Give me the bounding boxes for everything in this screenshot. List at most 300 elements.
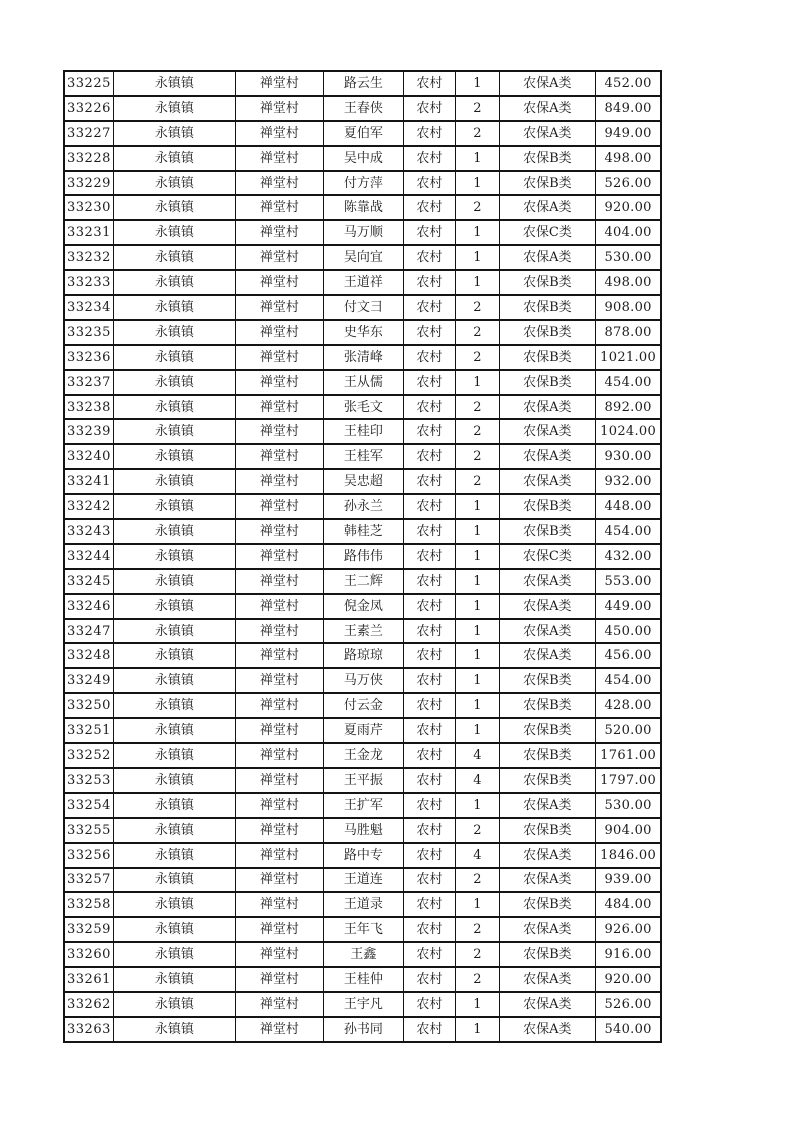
cell-person-name: 张毛文 — [323, 395, 403, 420]
cell-village: 禅堂村 — [235, 121, 323, 146]
cell-town: 永镇镇 — [113, 967, 235, 992]
cell-person-count: 2 — [455, 395, 499, 420]
cell-person-name: 韩桂芝 — [323, 519, 403, 544]
cell-person-name: 马万顺 — [323, 220, 403, 245]
cell-village: 禅堂村 — [235, 220, 323, 245]
cell-town: 永镇镇 — [113, 594, 235, 619]
cell-insurance-category: 农保B类 — [499, 519, 595, 544]
cell-residence-type: 农村 — [403, 395, 455, 420]
cell-person-name: 王素兰 — [323, 619, 403, 644]
cell-person-name: 付云金 — [323, 693, 403, 718]
cell-amount: 428.00 — [595, 693, 661, 718]
cell-record-id: 33228 — [64, 146, 113, 171]
cell-insurance-category: 农保A类 — [499, 469, 595, 494]
cell-record-id: 33252 — [64, 743, 113, 768]
cell-person-name: 付方萍 — [323, 171, 403, 196]
cell-record-id: 33235 — [64, 320, 113, 345]
cell-amount: 520.00 — [595, 718, 661, 743]
cell-residence-type: 农村 — [403, 643, 455, 668]
table-row — [64, 818, 661, 843]
cell-person-name: 王鑫 — [323, 942, 403, 967]
cell-amount: 926.00 — [595, 917, 661, 942]
cell-village: 禅堂村 — [235, 295, 323, 320]
cell-village: 禅堂村 — [235, 419, 323, 444]
cell-village: 禅堂村 — [235, 793, 323, 818]
cell-person-name: 吴中成 — [323, 146, 403, 171]
cell-amount: 1024.00 — [595, 419, 661, 444]
cell-residence-type: 农村 — [403, 519, 455, 544]
cell-record-id: 33242 — [64, 494, 113, 519]
cell-person-name: 马万侠 — [323, 668, 403, 693]
cell-person-count: 2 — [455, 96, 499, 121]
cell-residence-type: 农村 — [403, 146, 455, 171]
cell-amount: 540.00 — [595, 1017, 661, 1042]
cell-person-name: 倪金凤 — [323, 594, 403, 619]
cell-insurance-category: 农保A类 — [499, 967, 595, 992]
cell-amount: 930.00 — [595, 444, 661, 469]
cell-record-id: 33247 — [64, 619, 113, 644]
table-row — [64, 843, 661, 868]
cell-person-count: 1 — [455, 693, 499, 718]
cell-amount: 452.00 — [595, 71, 661, 96]
cell-person-name: 王桂印 — [323, 419, 403, 444]
table-row — [64, 121, 661, 146]
cell-person-name: 陈靠战 — [323, 195, 403, 220]
cell-residence-type: 农村 — [403, 793, 455, 818]
table-row — [64, 793, 661, 818]
cell-record-id: 33230 — [64, 195, 113, 220]
cell-town: 永镇镇 — [113, 668, 235, 693]
cell-town: 永镇镇 — [113, 395, 235, 420]
cell-village: 禅堂村 — [235, 668, 323, 693]
cell-amount: 878.00 — [595, 320, 661, 345]
cell-person-count: 1 — [455, 220, 499, 245]
cell-person-count: 1 — [455, 619, 499, 644]
cell-village: 禅堂村 — [235, 71, 323, 96]
cell-person-count: 2 — [455, 295, 499, 320]
cell-residence-type: 农村 — [403, 743, 455, 768]
cell-town: 永镇镇 — [113, 868, 235, 893]
cell-amount: 456.00 — [595, 643, 661, 668]
cell-record-id: 33258 — [64, 892, 113, 917]
cell-amount: 454.00 — [595, 519, 661, 544]
cell-person-count: 1 — [455, 519, 499, 544]
cell-person-name: 路云生 — [323, 71, 403, 96]
cell-village: 禅堂村 — [235, 494, 323, 519]
table-row — [64, 917, 661, 942]
cell-amount: 448.00 — [595, 494, 661, 519]
cell-village: 禅堂村 — [235, 768, 323, 793]
cell-residence-type: 农村 — [403, 843, 455, 868]
table-row — [64, 345, 661, 370]
cell-town: 永镇镇 — [113, 195, 235, 220]
cell-record-id: 33259 — [64, 917, 113, 942]
cell-town: 永镇镇 — [113, 171, 235, 196]
table-row — [64, 494, 661, 519]
cell-town: 永镇镇 — [113, 419, 235, 444]
table-row — [64, 96, 661, 121]
cell-insurance-category: 农保A类 — [499, 195, 595, 220]
table-row — [64, 643, 661, 668]
cell-insurance-category: 农保B类 — [499, 345, 595, 370]
cell-amount: 939.00 — [595, 868, 661, 893]
cell-insurance-category: 农保A类 — [499, 121, 595, 146]
cell-residence-type: 农村 — [403, 494, 455, 519]
cell-person-count: 1 — [455, 544, 499, 569]
table-row — [64, 195, 661, 220]
cell-person-count: 1 — [455, 569, 499, 594]
cell-village: 禅堂村 — [235, 195, 323, 220]
cell-person-count: 1 — [455, 992, 499, 1017]
cell-insurance-category: 农保A类 — [499, 868, 595, 893]
cell-insurance-category: 农保A类 — [499, 992, 595, 1017]
cell-record-id: 33245 — [64, 569, 113, 594]
cell-person-count: 2 — [455, 444, 499, 469]
cell-village: 禅堂村 — [235, 643, 323, 668]
cell-residence-type: 农村 — [403, 818, 455, 843]
cell-town: 永镇镇 — [113, 718, 235, 743]
cell-residence-type: 农村 — [403, 594, 455, 619]
cell-person-count: 2 — [455, 917, 499, 942]
table-row — [64, 395, 661, 420]
cell-village: 禅堂村 — [235, 743, 323, 768]
cell-town: 永镇镇 — [113, 643, 235, 668]
cell-person-name: 王二辉 — [323, 569, 403, 594]
cell-village: 禅堂村 — [235, 569, 323, 594]
cell-insurance-category: 农保B类 — [499, 768, 595, 793]
cell-person-count: 2 — [455, 868, 499, 893]
cell-person-count: 4 — [455, 743, 499, 768]
cell-town: 永镇镇 — [113, 768, 235, 793]
cell-person-count: 1 — [455, 793, 499, 818]
cell-record-id: 33225 — [64, 71, 113, 96]
cell-residence-type: 农村 — [403, 942, 455, 967]
cell-amount: 530.00 — [595, 793, 661, 818]
cell-village: 禅堂村 — [235, 469, 323, 494]
cell-village: 禅堂村 — [235, 818, 323, 843]
cell-record-id: 33238 — [64, 395, 113, 420]
cell-person-name: 史华东 — [323, 320, 403, 345]
cell-record-id: 33227 — [64, 121, 113, 146]
cell-record-id: 33251 — [64, 718, 113, 743]
cell-town: 永镇镇 — [113, 793, 235, 818]
cell-record-id: 33240 — [64, 444, 113, 469]
cell-insurance-category: 农保B类 — [499, 270, 595, 295]
table-row — [64, 469, 661, 494]
cell-record-id: 33262 — [64, 992, 113, 1017]
cell-village: 禅堂村 — [235, 444, 323, 469]
cell-village: 禅堂村 — [235, 1017, 323, 1042]
cell-residence-type: 农村 — [403, 370, 455, 395]
cell-residence-type: 农村 — [403, 419, 455, 444]
cell-insurance-category: 农保A类 — [499, 245, 595, 270]
cell-town: 永镇镇 — [113, 270, 235, 295]
cell-record-id: 33232 — [64, 245, 113, 270]
cell-record-id: 33236 — [64, 345, 113, 370]
cell-residence-type: 农村 — [403, 718, 455, 743]
cell-town: 永镇镇 — [113, 992, 235, 1017]
cell-residence-type: 农村 — [403, 245, 455, 270]
cell-town: 永镇镇 — [113, 320, 235, 345]
cell-person-name: 孙永兰 — [323, 494, 403, 519]
table-body — [64, 71, 661, 1042]
cell-village: 禅堂村 — [235, 594, 323, 619]
cell-person-count: 2 — [455, 942, 499, 967]
cell-village: 禅堂村 — [235, 967, 323, 992]
cell-town: 永镇镇 — [113, 220, 235, 245]
cell-insurance-category: 农保A类 — [499, 569, 595, 594]
cell-amount: 904.00 — [595, 818, 661, 843]
table-row — [64, 270, 661, 295]
cell-person-count: 1 — [455, 171, 499, 196]
cell-village: 禅堂村 — [235, 917, 323, 942]
cell-insurance-category: 农保B类 — [499, 743, 595, 768]
cell-village: 禅堂村 — [235, 992, 323, 1017]
cell-town: 永镇镇 — [113, 917, 235, 942]
cell-town: 永镇镇 — [113, 818, 235, 843]
cell-residence-type: 农村 — [403, 668, 455, 693]
cell-residence-type: 农村 — [403, 992, 455, 1017]
cell-residence-type: 农村 — [403, 171, 455, 196]
table-row — [64, 171, 661, 196]
cell-amount: 454.00 — [595, 370, 661, 395]
cell-amount: 1021.00 — [595, 345, 661, 370]
table-row — [64, 245, 661, 270]
cell-person-count: 2 — [455, 967, 499, 992]
cell-town: 永镇镇 — [113, 444, 235, 469]
cell-insurance-category: 农保A类 — [499, 395, 595, 420]
cell-amount: 1761.00 — [595, 743, 661, 768]
cell-person-name: 路伟伟 — [323, 544, 403, 569]
table-row — [64, 1017, 661, 1042]
cell-person-name: 吴忠超 — [323, 469, 403, 494]
cell-person-count: 1 — [455, 1017, 499, 1042]
cell-record-id: 33226 — [64, 96, 113, 121]
cell-town: 永镇镇 — [113, 469, 235, 494]
cell-insurance-category: 农保A类 — [499, 444, 595, 469]
table-row — [64, 146, 661, 171]
cell-record-id: 33246 — [64, 594, 113, 619]
cell-insurance-category: 农保C类 — [499, 544, 595, 569]
table-row — [64, 693, 661, 718]
cell-person-name: 王宇凡 — [323, 992, 403, 1017]
cell-record-id: 33234 — [64, 295, 113, 320]
cell-town: 永镇镇 — [113, 892, 235, 917]
cell-residence-type: 农村 — [403, 967, 455, 992]
cell-village: 禅堂村 — [235, 718, 323, 743]
cell-village: 禅堂村 — [235, 395, 323, 420]
cell-village: 禅堂村 — [235, 146, 323, 171]
cell-insurance-category: 农保A类 — [499, 1017, 595, 1042]
cell-person-count: 2 — [455, 345, 499, 370]
cell-insurance-category: 农保B类 — [499, 693, 595, 718]
cell-record-id: 33253 — [64, 768, 113, 793]
cell-insurance-category: 农保A类 — [499, 793, 595, 818]
table-row — [64, 942, 661, 967]
cell-town: 永镇镇 — [113, 693, 235, 718]
cell-person-name: 王年飞 — [323, 917, 403, 942]
cell-record-id: 33260 — [64, 942, 113, 967]
cell-residence-type: 农村 — [403, 96, 455, 121]
cell-person-count: 2 — [455, 469, 499, 494]
cell-person-name: 路中专 — [323, 843, 403, 868]
cell-insurance-category: 农保B类 — [499, 295, 595, 320]
table-row — [64, 967, 661, 992]
cell-insurance-category: 农保B类 — [499, 171, 595, 196]
table-row — [64, 668, 661, 693]
cell-residence-type: 农村 — [403, 345, 455, 370]
cell-insurance-category: 农保A类 — [499, 643, 595, 668]
cell-village: 禅堂村 — [235, 693, 323, 718]
cell-insurance-category: 农保B类 — [499, 718, 595, 743]
cell-person-count: 1 — [455, 245, 499, 270]
cell-town: 永镇镇 — [113, 843, 235, 868]
cell-insurance-category: 农保A类 — [499, 594, 595, 619]
cell-record-id: 33254 — [64, 793, 113, 818]
cell-record-id: 33248 — [64, 643, 113, 668]
cell-person-name: 夏雨芹 — [323, 718, 403, 743]
table-row — [64, 992, 661, 1017]
cell-town: 永镇镇 — [113, 345, 235, 370]
cell-amount: 530.00 — [595, 245, 661, 270]
cell-amount: 450.00 — [595, 619, 661, 644]
cell-residence-type: 农村 — [403, 917, 455, 942]
table-row — [64, 544, 661, 569]
cell-record-id: 33257 — [64, 868, 113, 893]
cell-person-name: 王道录 — [323, 892, 403, 917]
cell-town: 永镇镇 — [113, 569, 235, 594]
cell-insurance-category: 农保A类 — [499, 96, 595, 121]
cell-insurance-category: 农保B类 — [499, 942, 595, 967]
cell-town: 永镇镇 — [113, 295, 235, 320]
table-row — [64, 718, 661, 743]
table-row — [64, 569, 661, 594]
cell-person-name: 王金龙 — [323, 743, 403, 768]
cell-person-count: 1 — [455, 892, 499, 917]
cell-residence-type: 农村 — [403, 544, 455, 569]
cell-insurance-category: 农保A类 — [499, 71, 595, 96]
cell-amount: 526.00 — [595, 992, 661, 1017]
cell-person-count: 2 — [455, 121, 499, 146]
cell-residence-type: 农村 — [403, 892, 455, 917]
cell-residence-type: 农村 — [403, 71, 455, 96]
cell-insurance-category: 农保B类 — [499, 370, 595, 395]
records-table — [63, 70, 662, 1043]
cell-person-count: 2 — [455, 195, 499, 220]
cell-town: 永镇镇 — [113, 96, 235, 121]
table-row — [64, 419, 661, 444]
cell-village: 禅堂村 — [235, 544, 323, 569]
cell-town: 永镇镇 — [113, 146, 235, 171]
cell-amount: 484.00 — [595, 892, 661, 917]
cell-village: 禅堂村 — [235, 519, 323, 544]
cell-person-name: 王桂仲 — [323, 967, 403, 992]
cell-insurance-category: 农保B类 — [499, 892, 595, 917]
cell-person-count: 1 — [455, 494, 499, 519]
table-row — [64, 444, 661, 469]
cell-record-id: 33243 — [64, 519, 113, 544]
cell-insurance-category: 农保B类 — [499, 146, 595, 171]
cell-residence-type: 农村 — [403, 569, 455, 594]
cell-village: 禅堂村 — [235, 96, 323, 121]
cell-village: 禅堂村 — [235, 892, 323, 917]
cell-amount: 449.00 — [595, 594, 661, 619]
cell-residence-type: 农村 — [403, 868, 455, 893]
cell-person-count: 1 — [455, 370, 499, 395]
cell-person-name: 王道祥 — [323, 270, 403, 295]
cell-person-name: 王春侠 — [323, 96, 403, 121]
cell-amount: 932.00 — [595, 469, 661, 494]
cell-insurance-category: 农保A类 — [499, 843, 595, 868]
cell-record-id: 33244 — [64, 544, 113, 569]
cell-residence-type: 农村 — [403, 1017, 455, 1042]
cell-amount: 454.00 — [595, 668, 661, 693]
table-row — [64, 868, 661, 893]
table-row — [64, 743, 661, 768]
cell-town: 永镇镇 — [113, 942, 235, 967]
cell-amount: 949.00 — [595, 121, 661, 146]
cell-town: 永镇镇 — [113, 71, 235, 96]
cell-amount: 526.00 — [595, 171, 661, 196]
cell-record-id: 33237 — [64, 370, 113, 395]
cell-village: 禅堂村 — [235, 270, 323, 295]
cell-person-name: 王扩军 — [323, 793, 403, 818]
table-row — [64, 220, 661, 245]
cell-record-id: 33241 — [64, 469, 113, 494]
cell-insurance-category: 农保B类 — [499, 320, 595, 345]
cell-village: 禅堂村 — [235, 942, 323, 967]
cell-amount: 432.00 — [595, 544, 661, 569]
cell-insurance-category: 农保A类 — [499, 619, 595, 644]
cell-insurance-category: 农保B类 — [499, 818, 595, 843]
cell-record-id: 33256 — [64, 843, 113, 868]
cell-insurance-category: 农保C类 — [499, 220, 595, 245]
cell-amount: 498.00 — [595, 146, 661, 171]
cell-amount: 1797.00 — [595, 768, 661, 793]
cell-record-id: 33261 — [64, 967, 113, 992]
cell-village: 禅堂村 — [235, 868, 323, 893]
table-row — [64, 519, 661, 544]
cell-town: 永镇镇 — [113, 494, 235, 519]
cell-residence-type: 农村 — [403, 295, 455, 320]
cell-residence-type: 农村 — [403, 320, 455, 345]
cell-amount: 404.00 — [595, 220, 661, 245]
cell-village: 禅堂村 — [235, 320, 323, 345]
cell-record-id: 33255 — [64, 818, 113, 843]
cell-village: 禅堂村 — [235, 171, 323, 196]
cell-person-count: 4 — [455, 768, 499, 793]
cell-person-count: 1 — [455, 270, 499, 295]
cell-residence-type: 农村 — [403, 619, 455, 644]
cell-person-count: 2 — [455, 320, 499, 345]
cell-village: 禅堂村 — [235, 245, 323, 270]
cell-residence-type: 农村 — [403, 693, 455, 718]
cell-record-id: 33231 — [64, 220, 113, 245]
cell-record-id: 33239 — [64, 419, 113, 444]
cell-person-name: 马胜魁 — [323, 818, 403, 843]
cell-town: 永镇镇 — [113, 370, 235, 395]
cell-person-name: 孙书同 — [323, 1017, 403, 1042]
cell-village: 禅堂村 — [235, 843, 323, 868]
cell-amount: 553.00 — [595, 569, 661, 594]
cell-village: 禅堂村 — [235, 345, 323, 370]
cell-person-count: 1 — [455, 594, 499, 619]
cell-person-count: 2 — [455, 419, 499, 444]
cell-amount: 1846.00 — [595, 843, 661, 868]
cell-person-count: 1 — [455, 146, 499, 171]
cell-person-count: 1 — [455, 718, 499, 743]
cell-person-name: 夏伯军 — [323, 121, 403, 146]
